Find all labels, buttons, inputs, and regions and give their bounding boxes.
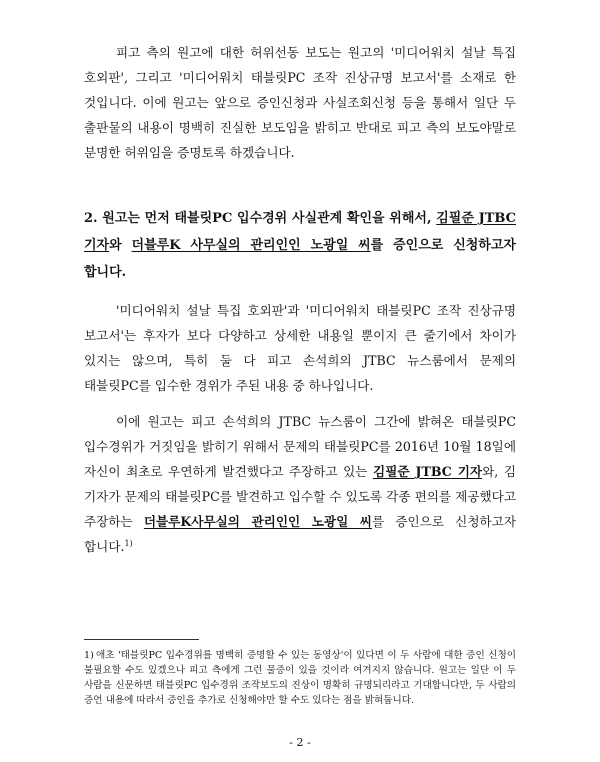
footnote-divider [84,639,199,640]
paragraph-intro: 피고 측의 원고에 대한 허위선동 보도는 원고의 '미디어워치 설날 특집 호외판', 그리고 '미디어워치 태블릿PC 조작 진상규명 보고서'를 소재로 한 것입니다. 이에 원고는 앞으로 증인신청과 사실조회신청 등을 통해서 일단 두 출판물의 내용이 명백히 진실한 보도임을 밝히고 반대로 피고 측의 보도야말로 분명한 허위임을 증명토록 하겠습니다. [84,45,516,160]
footnote-number: 1) [84,650,94,661]
witness-kim-inline: 김필준 JTBC 기자 [373,464,483,479]
heading-tail: 를 증인으로 신청하고자 합니다. [84,238,516,280]
section-heading-2 [84,205,516,286]
heading-lead: 2. 원고는 먼저 태블릿PC 입수경위 사실관계 확인을 위해서, [84,211,437,226]
p4-text-b: 와, 김 기자가 문제의 태블릿PC를 발견하고 입수할 수 있도록 각종 편의를 제공했다고 주장하는 [84,464,516,529]
paragraph-publications: '미디어워치 설날 특집 호외판'과 '미디어워치 태블릿PC 조작 진상규명 보고서'는 후자가 보다 다양하고 상세한 내용일 뿐이지 큰 줄기에서 차이가 있지는 않으며, 특히 둘 다 피고 손석희의 JTBC 뉴스룸에서 문제의 태블릿PC를 입수한 경위가 주된 내용 중 하나입니다. [84,303,516,393]
witness-noh-inline: 더블루K사무실의 관리인인 노광일 씨 [143,514,372,529]
witness-name-noh: 더블루K 사무실의 관리인인 노광일 씨 [131,238,371,253]
paragraph-witness-request [84,409,516,559]
footnote [84,648,516,708]
page-number: - 2 - [289,736,311,749]
footnote-ref[interactable]: 1) [124,538,133,548]
heading-mid: 와 [109,238,132,253]
p4-text-a: 이에 원고는 피고 손석희의 JTBC 뉴스룸이 그간에 밝혀온 태블릿PC 입수경위가 거짓임을 밝히기 위해서 문제의 태블릿PC를 2016년 10월 18일에 자신이 최초로 우연하게 발견했다고 주장하고 있는 [84,414,516,479]
witness-name-kim: 김필준 JTBC 기자 [84,211,516,253]
footnote-text: 애초 '태블릿PC 입수경위를 명백히 증명할 수 있는 동영상'이 있다면 이 두 사람에 대한 증인 신청이 불필요할 수도 있겠으나 피고 측에게 그런 물증이 있을 것이라 여겨지지 않습니다. 원고는 일단 이 두 사람을 신문하면 태블릿PC 입수경위 조작보도의 진상이 명확히 규명되리라고 기대합니다만, 두 사람의 증언 내용에 따라서 증인을 추가로 신청해야만 할 수도 있다는 점을 밝혀둡니다. [84,650,516,706]
p4-text-c: 를 증인으로 신청하고자 합니다. [84,514,516,554]
